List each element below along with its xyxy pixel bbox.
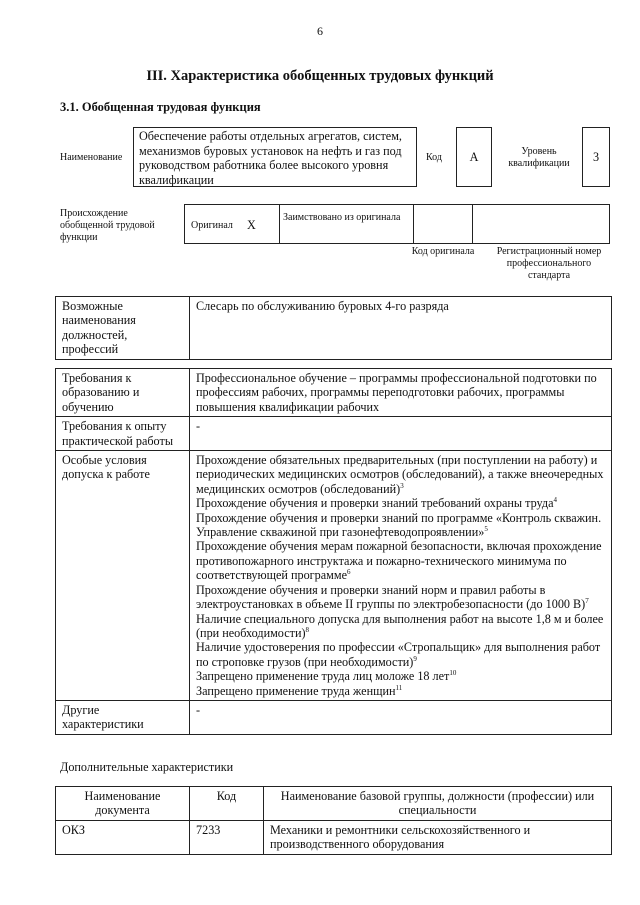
origin-reg-cell [472, 205, 609, 243]
requirement-value [190, 700, 612, 734]
requirement-line [196, 453, 605, 496]
table-row [56, 700, 612, 734]
requirement-label: Требования к образованию и обучению [56, 369, 190, 417]
origin-reg-caption: Регистрационный номер профессионального стандарта [496, 246, 602, 281]
requirement-line-text: Запрещено применение труда лиц моложе 18 лет [196, 669, 450, 684]
section-title: III. Характеристика обобщенных трудовых функций [146, 68, 494, 84]
original-label: Оригинал [191, 220, 233, 231]
footnote-ref: 11 [395, 683, 403, 692]
requirement-line [196, 669, 605, 683]
requirement-value [190, 417, 612, 451]
table-row [56, 417, 612, 451]
column-header: Код [190, 787, 264, 821]
requirement-line-text: Наличие удостоверения по профессии «Стропальщик» для выполнения работ по строповке грузов (при необходимости) [196, 640, 601, 669]
requirement-line-text: Прохождение обучения и проверки знаний требований охраны труда [196, 496, 554, 511]
origin-label: Происхождение обобщенной трудовой функции [60, 208, 155, 243]
requirement-line-text: - [196, 419, 201, 434]
requirement-line [196, 684, 605, 698]
footnote-ref: 9 [413, 654, 417, 663]
requirement-line [196, 612, 605, 641]
footnote-ref: 10 [449, 669, 457, 678]
requirement-line-text: Прохождение обязательных предварительных (при поступлении на работу) и периодических медицинских осмотров (обследований), а также внеочередных медицинских осмотров (обследований) [196, 453, 604, 496]
requirement-value [190, 451, 612, 701]
requirement-value [190, 369, 612, 417]
original-cell [185, 205, 280, 243]
footnote-ref: 6 [347, 568, 351, 577]
code-value: А [469, 150, 479, 164]
requirement-label: Требования к опыту практической работы [56, 417, 190, 451]
footnote-ref: 3 [400, 481, 404, 490]
page-number: 6 [317, 24, 323, 38]
table-cell: 7233 [190, 820, 264, 854]
borrowed-label: Заимствовано из оригинала [283, 212, 401, 223]
origin-code-caption: Код оригинала [411, 246, 475, 257]
table-cell: ОКЗ [56, 820, 190, 854]
original-mark: X [247, 218, 256, 232]
requirement-label: Другие характеристики [56, 700, 190, 734]
requirement-line [196, 511, 605, 540]
requirement-line [196, 703, 605, 717]
requirement-line [196, 583, 605, 612]
positions-value: Слесарь по обслуживанию буровых 4-го разряда [190, 297, 612, 360]
table-row [56, 820, 612, 854]
requirements-table [55, 368, 612, 735]
table-row [56, 451, 612, 701]
level-label: Уровень квалификации [508, 146, 570, 169]
footnote-ref: 7 [585, 597, 589, 606]
footnote-ref: 8 [305, 625, 310, 634]
footnote-ref: 5 [484, 525, 488, 533]
requirement-label: Особые условия допуска к работе [56, 451, 190, 701]
code-box [456, 127, 492, 187]
requirement-line-text: Наличие специального допуска для выполнения работ на высоте 1,8 м и более (при необходимости) [196, 611, 604, 640]
function-name-box [133, 127, 417, 187]
subsection-title: 3.1. Обобщенная трудовая функция [60, 100, 261, 114]
requirement-line [196, 371, 605, 414]
name-label: Наименование [60, 152, 123, 163]
table-row [56, 369, 612, 417]
code-label: Код [426, 152, 442, 163]
requirement-line-text: Прохождение обучения и проверки знаний норм и правил работы в электроустановках в объеме II группы по электробезопасности (до 1000 В) [196, 582, 586, 612]
footnote-ref: 4 [553, 496, 557, 505]
function-name-value: Обеспечение работы отдельных агрегатов, систем, механизмов буровых установок на нефть и газ под руководством работника более высокого уровня квалификации [139, 129, 402, 187]
requirement-line-text: - [196, 702, 201, 717]
additional-title: Дополнительные характеристики [60, 760, 234, 774]
requirement-line-text: Прохождение обучения и проверки знаний по программе «Контроль скважин. Управление скважиной при газонефтеводопроявлении» [196, 510, 602, 540]
additional-table [55, 786, 612, 855]
level-value: 3 [592, 150, 600, 164]
requirement-line-text: Запрещено применение труда женщин [196, 683, 396, 698]
table-row [56, 297, 612, 360]
requirement-line-text: Прохождение обучения мерам пожарной безопасности, включая прохождение противопожарного инструктажа и пожарно-технического минимума по соответствующей программе [196, 539, 602, 583]
column-header: Наименование документа [56, 787, 190, 821]
origin-row [184, 204, 610, 244]
column-header: Наименование базовой группы, должности (профессии) или специальности [264, 787, 612, 821]
requirement-line-text: Профессиональное обучение – программы профессиональной подготовки по профессиям рабочих, программы переподготовки рабочих, программы повышения квалификации рабочих [196, 371, 597, 414]
level-box [582, 127, 610, 187]
origin-code-cell [413, 205, 473, 243]
positions-label: Возможные наименования должностей, профессий [56, 297, 190, 360]
positions-table [55, 296, 612, 360]
table-cell: Механики и ремонтники сельскохозяйственного и производственного оборудования [264, 820, 612, 854]
requirement-line [196, 640, 605, 669]
requirement-line [196, 419, 605, 433]
requirement-line [196, 539, 605, 582]
requirement-line [196, 496, 605, 510]
table-header-row [56, 787, 612, 821]
